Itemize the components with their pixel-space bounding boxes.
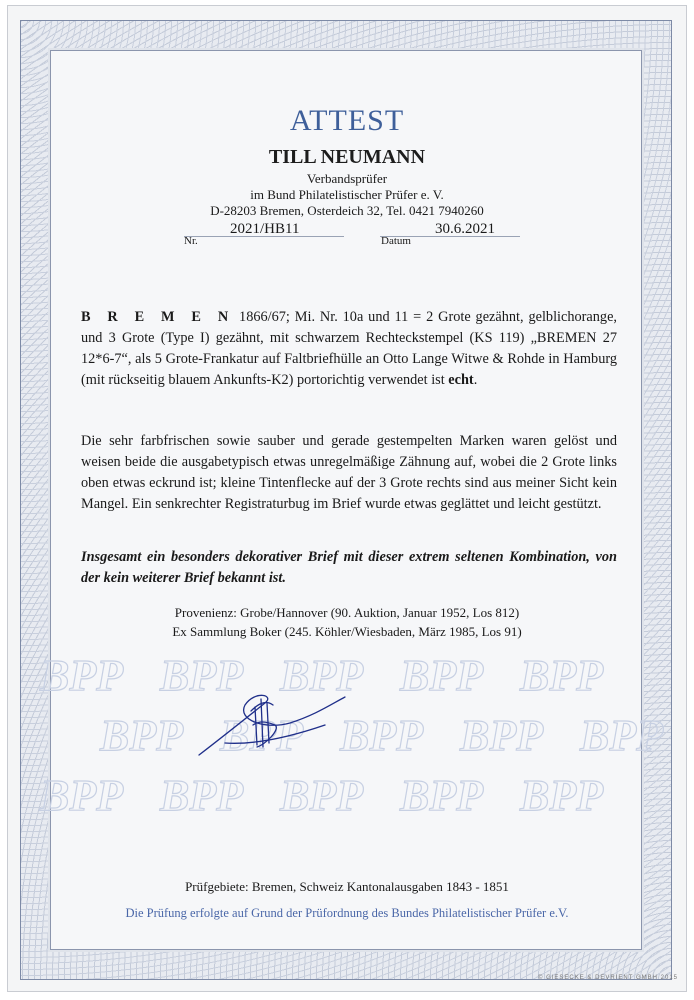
exam-areas: Prüfgebiete: Bremen, Schweiz Kantonalausgaben 1843 - 1851 (185, 879, 509, 894)
summary-paragraph: Insgesamt ein besonders dekorativer Brief mit dieser extrem seltenen Kombination, von der kein weiterer Brief bekannt ist. (81, 549, 617, 586)
watermark-text: BPP (520, 771, 604, 820)
watermark-text: BPP (160, 771, 244, 820)
certificate-title: ATTEST (289, 104, 405, 137)
provenance-block (0, 603, 694, 641)
number-label: Nr. (184, 235, 198, 247)
country-name: B R E M E N (81, 309, 235, 325)
description-paragraph (81, 307, 617, 391)
watermark-text: BPP (40, 651, 124, 700)
watermark-text: BPP (340, 711, 424, 760)
certificate-number: 2021/HB11 (230, 221, 300, 237)
watermark-text: BPP (220, 711, 304, 760)
watermark-text: BPP (280, 771, 364, 820)
number-underline (184, 236, 344, 237)
watermark-text: BPP (160, 651, 244, 700)
watermark-text: BPP (460, 711, 544, 760)
examiner-signature (195, 685, 355, 770)
association-name: im Bund Philatelistischer Prüfer e. V. (250, 187, 444, 202)
watermark-text: BPP (280, 651, 364, 700)
watermark-text: BPP (40, 771, 124, 820)
copyright-notice: © GIESECKE & DEVRIENT GMBH 2015 (537, 975, 678, 981)
condition-paragraph: Die sehr farbfrischen sowie sauber und gerade gestempelten Marken waren gelöst und weisen beide die ausgabetypisch etwas unregelmäßige Zähnung auf, wobei die 2 Grote links oben etwas eckrund ist; kleine Tintenflecke auf der 3 Grote rechts sind aus meiner Sicht kein Mangel. Ein senkrechter Registraturbug im Brief wurde etwas geglättet und leicht gestützt. (81, 433, 617, 512)
examiner-address: D-28203 Bremen, Osterdeich 32, Tel. 0421 7940260 (210, 203, 484, 218)
watermark-text: BPP (520, 651, 604, 700)
watermark-text: BPP (400, 651, 484, 700)
examiner-name: TILL NEUMANN (268, 146, 426, 168)
provenance-line: Ex Sammlung Boker (245. Köhler/Wiesbaden, März 1985, Los 91) (172, 624, 522, 639)
date-label: Datum (381, 235, 411, 247)
certificate-date: 30.6.2021 (435, 221, 495, 237)
description-end: . (473, 372, 478, 388)
footer-note: Die Prüfung erfolgte auf Grund der Prüfordnung des Bundes Philatelistischer Prüfer e.V. (125, 906, 569, 920)
examiner-role: Verbandsprüfer (306, 171, 388, 186)
watermark-text: BPP (400, 771, 484, 820)
watermark-text: BPP (100, 711, 184, 760)
description-text: 1866/67; Mi. Nr. 10a und 11 = 2 Grote gezähnt, gelblichorange, und 3 Grote (Type I) gezähnt, mit schwarzem Rechteckstempel (KS 119) „BREMEN 27 12*6-7“, als 5 Grote-Frankatur auf Faltbriefhülle an Otto Lange Witwe & Rohde in Hamburg (mit rückseitig blauem Ankunfts-K2) portorichtig verwendet ist (81, 309, 617, 388)
provenance-line: Provenienz: Grobe/Hannover (90. Auktion, Januar 1952, Los 812) (174, 605, 520, 620)
verdict: echt (448, 372, 474, 388)
watermark-text: BPP (580, 711, 664, 760)
